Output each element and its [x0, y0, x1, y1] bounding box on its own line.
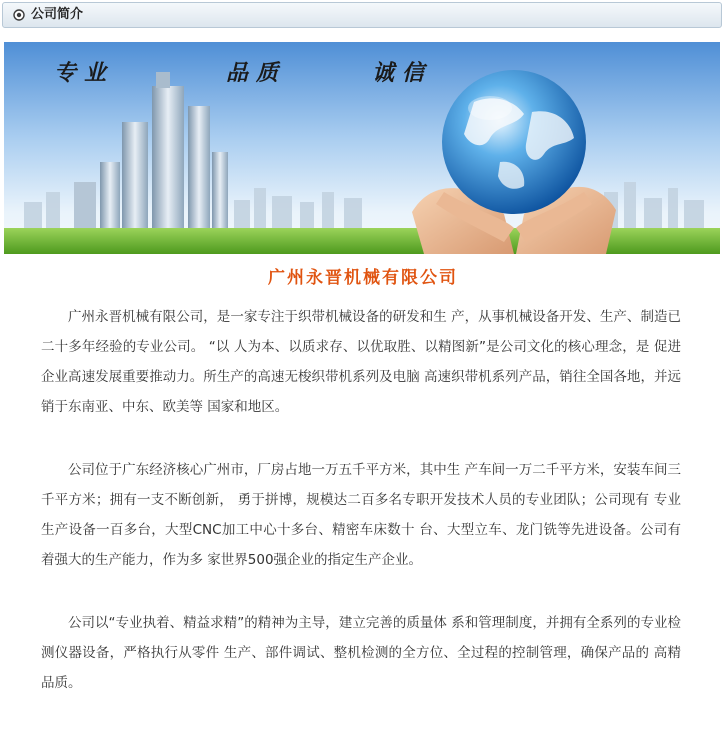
company-banner — [4, 42, 720, 254]
intro-content — [41, 302, 681, 731]
section-header — [2, 2, 722, 28]
section-title: 公司简介 — [31, 7, 84, 22]
globe — [442, 70, 586, 214]
slogan-quality: 品质 — [226, 60, 287, 86]
slogan-integrity: 诚信 — [372, 60, 433, 86]
intro-paragraph: 广州永晋机械有限公司，是一家专注于织带机械设备的研发和生 产，从事机械设备开发、生产、制造已二十多年经验的专业公司。 “以 人为本、以质求存、以优取胜、以精图新”是公司文化的核心理念，是 促进企业高速发展重要推动力。所生产的高速无梭织带机系列及电脑 高速织带机系列产品，销往全国各地，并远销于东南亚、中东、欧美等 国家和地区。 — [41, 309, 681, 415]
slogan-professional: 专业 — [54, 60, 115, 86]
company-name: 广州永晋机械有限公司 — [268, 268, 458, 288]
intro-paragraph: 公司以“专业执着、精益求精”的精神为主导，建立完善的质量体 系和管理制度，并拥有全系列的专业检测仪器设备，严格执行从零件 生产、部件调试、整机检测的全方位、全过程的控制管理，确保产品的 高精品质。 — [41, 615, 681, 691]
bullet-circle-icon — [13, 9, 25, 21]
intro-paragraph: 公司位于广东经济核心广州市，厂房占地一万五千平方米，其中生 产车间一万二千平方米，安装车间三千平方米；拥有一支不断创新， 勇于拼博，规模达二百多名专职开发技术人员的专业团队；公司现有 专业生产设备一百多台，大型CNC加工中心十多台、精密车床数十 台、大型立车、龙门铣等先进设备。公司有着强大的生产能力，作为多 家世界500强企业的指定生产企业。 — [41, 462, 681, 568]
